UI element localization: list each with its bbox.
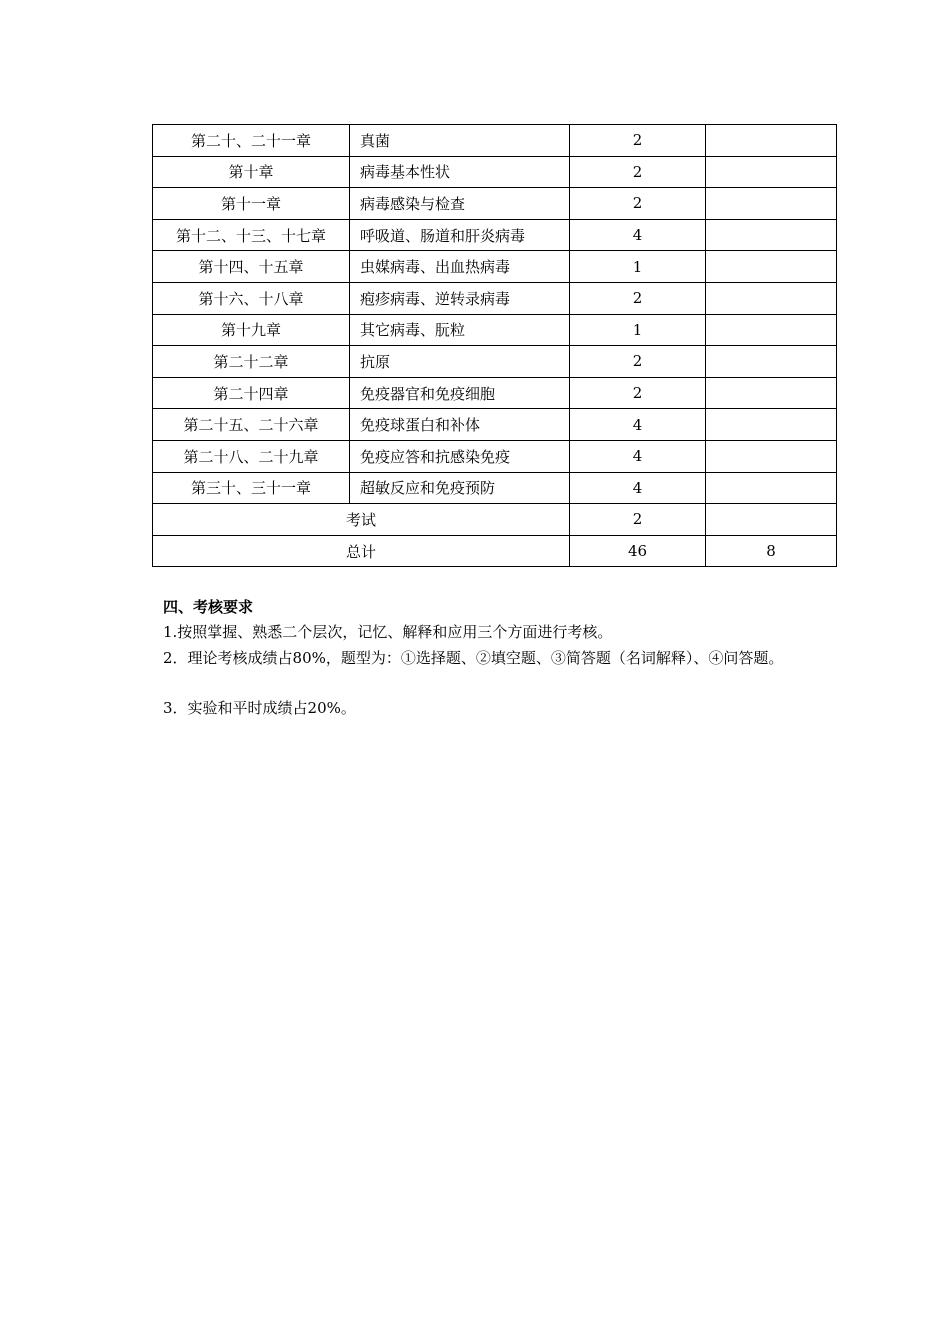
chapter-cell: 第十四、十五章 <box>153 251 350 283</box>
hours-cell: 2 <box>570 346 706 378</box>
total-extra-cell: 8 <box>706 535 837 567</box>
extra-cell <box>706 125 837 157</box>
chapter-cell: 第二十、二十一章 <box>153 125 350 157</box>
requirement-item-1: 1.按照掌握、熟悉二个层次，记忆、解释和应用三个方面进行考核。 <box>163 623 613 641</box>
topic-cell: 超敏反应和免疫预防 <box>350 472 570 504</box>
table-row <box>153 219 837 251</box>
section-heading: 四、考核要求 <box>163 598 254 616</box>
topic-cell: 呼吸道、肠道和肝炎病毒 <box>350 219 570 251</box>
chapter-cell: 第十章 <box>153 156 350 188</box>
extra-cell <box>706 219 837 251</box>
topic-cell: 病毒基本性状 <box>350 156 570 188</box>
table-row <box>153 282 837 314</box>
extra-cell <box>706 156 837 188</box>
hours-cell: 1 <box>570 314 706 346</box>
hours-cell: 4 <box>570 409 706 441</box>
total-label-cell: 总计 <box>153 535 570 567</box>
topic-cell: 真菌 <box>350 125 570 157</box>
table-row <box>153 156 837 188</box>
table-row <box>153 472 837 504</box>
extra-cell <box>706 346 837 378</box>
topic-cell: 其它病毒、朊粒 <box>350 314 570 346</box>
extra-cell <box>706 472 837 504</box>
chapter-cell: 第三十、三十一章 <box>153 472 350 504</box>
extra-cell <box>706 188 837 220</box>
extra-cell <box>706 314 837 346</box>
schedule-table <box>152 124 837 567</box>
hours-cell: 2 <box>570 282 706 314</box>
table-row <box>153 409 837 441</box>
table-row <box>153 188 837 220</box>
chapter-cell: 第十九章 <box>153 314 350 346</box>
chapter-cell: 第二十四章 <box>153 377 350 409</box>
exam-label-cell: 考试 <box>153 504 570 536</box>
table-row <box>153 251 837 283</box>
topic-cell: 病毒感染与检查 <box>350 188 570 220</box>
chapter-cell: 第二十二章 <box>153 346 350 378</box>
requirement-item-2: 2．理论考核成绩占80%，题型为：①选择题、②填空题、③简答题（名词解释）、④问答题。 <box>163 649 784 667</box>
chapter-cell: 第十二、十三、十七章 <box>153 219 350 251</box>
hours-cell: 2 <box>570 156 706 188</box>
hours-cell: 4 <box>570 219 706 251</box>
requirement-item-3: 3．实验和平时成绩占20%。 <box>163 699 356 717</box>
total-hours-cell: 46 <box>570 535 706 567</box>
extra-cell <box>706 251 837 283</box>
hours-cell: 1 <box>570 251 706 283</box>
total-row <box>153 535 837 567</box>
table-row <box>153 440 837 472</box>
chapter-cell: 第二十八、二十九章 <box>153 440 350 472</box>
hours-cell: 4 <box>570 440 706 472</box>
chapter-cell: 第十六、十八章 <box>153 282 350 314</box>
hours-cell: 2 <box>570 125 706 157</box>
topic-cell: 疱疹病毒、逆转录病毒 <box>350 282 570 314</box>
topic-cell: 虫媒病毒、出血热病毒 <box>350 251 570 283</box>
topic-cell: 免疫器官和免疫细胞 <box>350 377 570 409</box>
chapter-cell: 第二十五、二十六章 <box>153 409 350 441</box>
extra-cell <box>706 282 837 314</box>
extra-cell <box>706 440 837 472</box>
chapter-cell: 第十一章 <box>153 188 350 220</box>
topic-cell: 免疫应答和抗感染免疫 <box>350 440 570 472</box>
exam-row <box>153 504 837 536</box>
hours-cell: 2 <box>570 188 706 220</box>
table-row <box>153 314 837 346</box>
exam-hours-cell: 2 <box>570 504 706 536</box>
topic-cell: 抗原 <box>350 346 570 378</box>
hours-cell: 2 <box>570 377 706 409</box>
extra-cell <box>706 409 837 441</box>
table-row <box>153 377 837 409</box>
table-row <box>153 125 837 157</box>
exam-extra-cell <box>706 504 837 536</box>
table-row <box>153 346 837 378</box>
hours-cell: 4 <box>570 472 706 504</box>
topic-cell: 免疫球蛋白和补体 <box>350 409 570 441</box>
extra-cell <box>706 377 837 409</box>
